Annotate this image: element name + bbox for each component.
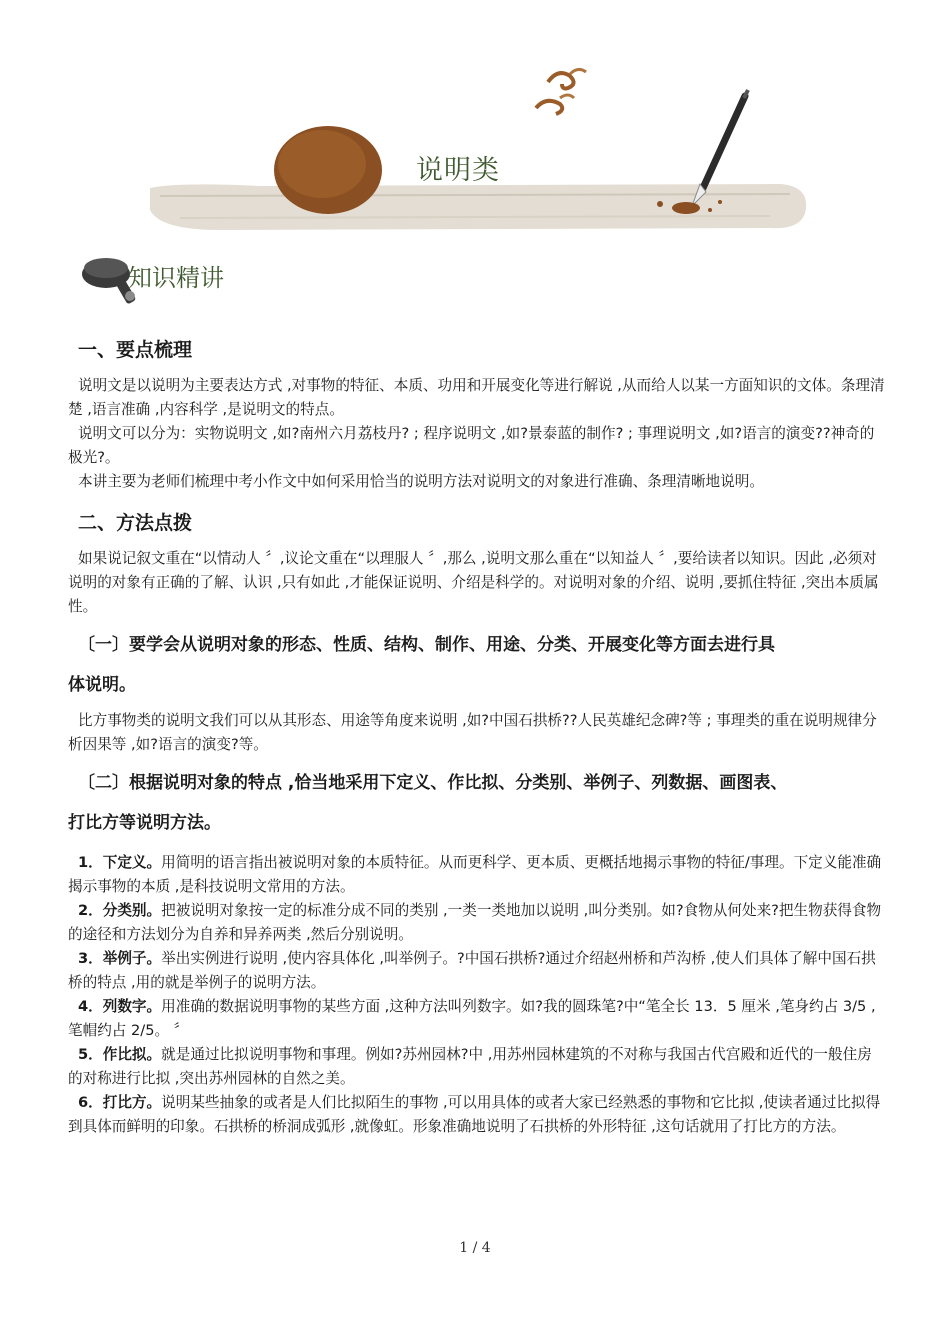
list-item bbox=[68, 947, 886, 995]
paragraph: 说明文可以分为：实物说明文 ,如?南州六月荔枝丹? ; 程序说明文 ,如?景泰蓝的制作? ; 事理说明文 ,如?语言的演变??神奇的极光?。 bbox=[68, 425, 875, 466]
methods-list bbox=[68, 851, 886, 1139]
method-text: 举出实例进行说明 ,使内容具体化 ,叫举例子。?中国石拱桥?通过介绍赵州桥和芦沟桥 ,使人们具体了解中国石拱桥的特点 ,用的就是举例子的说明方法。 bbox=[68, 950, 876, 991]
method-text: 用准确的数据说明事物的某些方面 ,这种方法叫列数字。如?我的圆珠笔?中“笔全长 13．5 厘米 ,笔身约占 3/5 ,笔帽约占 2/5。 〞 bbox=[68, 998, 876, 1039]
section-heading-methods: 二、方法点拨 bbox=[78, 512, 193, 534]
method-text: 说明某些抽象的或者是人们比拟陌生的事物 ,可以用具体的或者大家已经熟悉的事物和它比拟 ,使读者通过比拟得到具体而鲜明的印象。石拱桥的桥洞成弧形 ,就像虹。形象准确地说明了石拱桥的外形特征 ,这句话就用了打比方的方法。 bbox=[68, 1094, 881, 1135]
method-term: 5．作比拟。 bbox=[78, 1046, 162, 1063]
subheading-1-line2: 体说明。 bbox=[68, 675, 136, 695]
method-term: 1．下定义。 bbox=[78, 854, 162, 871]
method-text: 就是通过比拟说明事物和事理。例如?苏州园林?中 ,用苏州园林建筑的不对称与我国古代宫殿和近代的一般住房的对称进行比拟 ,突出苏州园林的自然之美。 bbox=[68, 1046, 872, 1087]
knowledge-title: 知识精讲 bbox=[128, 264, 224, 292]
method-text: 用简明的语言指出被说明对象的本质特征。从而更科学、更本质、更概括地揭示事物的特征/事理。下定义能准确揭示事物的本质 ,是科技说明文常用的方法。 bbox=[68, 854, 882, 895]
method-text: 把被说明对象按一定的标准分成不同的类别 ,一类一类地加以说明 ,叫分类别。如?食物从何处来?把生物获得食物的途径和方法划分为自养和异养两类 ,然后分别说明。 bbox=[68, 902, 882, 943]
list-item bbox=[68, 1091, 886, 1139]
page-number: 1 / 4 bbox=[459, 1240, 491, 1256]
paragraph: 本讲主要为老师们梳理中考小作文中如何采用恰当的说明方法对说明文的对象进行准确、条理清晰地说明。 bbox=[78, 473, 764, 490]
method-term: 4．列数字。 bbox=[78, 998, 162, 1015]
subheading-2 bbox=[68, 763, 886, 843]
list-item bbox=[68, 1043, 886, 1091]
paragraph: 如果说记叙文重在“以情动人 〞,议论文重在“以理服人 〞,那么 ,说明文那么重在“以知益人 〞,要给读者以知识。因此 ,必须对说明的对象有正确的了解、认识 ,只有如此 ,才能保证说明、介绍是科学的。对说明对象的介绍、说明 ,要抓住特征 ,突出本质属性。 bbox=[68, 550, 879, 615]
method-term: 3．举例子。 bbox=[78, 950, 162, 967]
document-body bbox=[68, 335, 886, 1139]
list-item bbox=[68, 899, 886, 947]
list-item bbox=[68, 851, 886, 899]
list-item bbox=[68, 995, 886, 1043]
subheading-2-line2: 打比方等说明方法。 bbox=[68, 813, 221, 833]
header-banner bbox=[140, 60, 820, 250]
subheading-1 bbox=[68, 625, 886, 705]
knowledge-heading bbox=[78, 246, 338, 316]
method-term: 2．分类别。 bbox=[78, 902, 162, 919]
subheading-2-line1: 〔二〕根据说明对象的特点 ,恰当地采用下定义、作比拟、分类别、举例子、列数据、画图表、 bbox=[78, 773, 788, 793]
method-term: 6．打比方。 bbox=[78, 1094, 162, 1111]
paragraph: 比方事物类的说明文我们可以从其形态、用途等角度来说明 ,如?中国石拱桥??人民英雄纪念碑?等 ; 事理类的重在说明规律分析因果等 ,如?语言的演变?等。 bbox=[68, 712, 877, 753]
paragraph: 说明文是以说明为主要表达方式 ,对事物的特征、本质、功用和开展变化等进行解说 ,从而给人以某一方面知识的文体。条理清楚 ,语言准确 ,内容科学 ,是说明文的特点。 bbox=[68, 377, 885, 418]
subheading-1-line1: 〔一〕要学会从说明对象的形态、性质、结构、制作、用途、分类、开展变化等方面去进行具 bbox=[78, 635, 775, 655]
section-heading-key-points: 一、要点梳理 bbox=[78, 339, 193, 361]
banner-title: 说明类 bbox=[416, 155, 500, 186]
